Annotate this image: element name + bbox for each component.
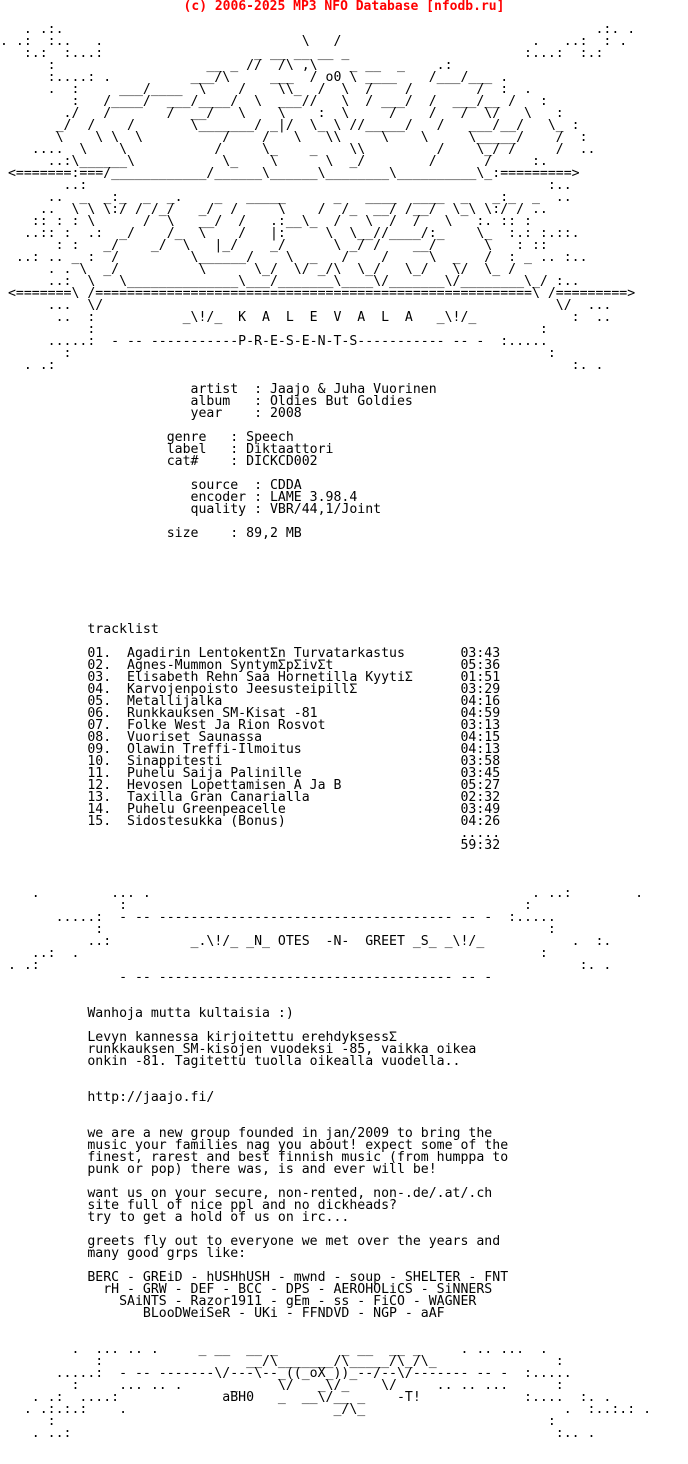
site-header-banner: (c) 2006-2025 MP3 NFO Database [nfodb.ru] xyxy=(183,0,505,14)
nfo-ascii-document: . .:. .:. . . .: :.. . \ / . ..: : . :.: :...: _ __ __ __ _ :...: :.: : __ _ // /\ ,\ _ __ _ .: :....: . ___/\ ___ / o0 \ ____ /___/___ . . : ___/____ \ / \\_ / \ / / / : . : /____/ ___/____/ \ ___// \ / ___/ / ___/__ / : ./ / / __/ \ \ : \ / / / \/ \ : _/ / / \_______/ _|/ \_ \ //_____/ / ___/__/ \_ : \ \ \ \ / / \ \\ \ \ \_____/ / : .... \ \ / \_ _ \\ / \_/ / / .. ..:\______\ \_ \ \ _/ / / :. <=======:===/____________/______\______\________\__________\_:=========> ..: :.. .. _ _:_ _ _. _ _____ _ ____ ____ _ _:_ _ .. .. \ \ \:/ / /_/ _/ / \ / /_ __/ /__/ \_\ \:/ / .. :: : : \ / \ __/ / .:__\_ / \ / / \ :. :: : ..:: : .: _/ /_ \ / |: \ \__//____/:_ \_ :.: :.::. : : _/ _/ \ |_/ _/ \ _/ / __/ \ : :: ..: .. _ : / \______/ \ _ / / \ _ / : _ .. :.. . . \ _/ \ \_/ \/ _/\ \_/ \_/ \/ \_ / ..: \ \______________\___/_______\____\/_______\/________\_/ :.. <=======\ /=======================================================\ /=========> ... \/ \/ ... .. : _\!/_ K A L E V A L A _\!/_ : .. : : .....: - -- -----------P-R-E-S-E-N-T-S----------- -- - :..... : : . .: :. . artist : Jaajo & Juha Vuorinen album : Oldies But Goldies year : 2008 genre : Speech label : Diktaattori cat# : DICKCD002 source : CDDA encoder : LAME 3.98.4 quality : VBR/44,1/Joint size : 89,2 MB tracklist 01. Agadirin LentokentΣn Turvatarkastus 03:43 02. Agnes-Mummon SyntymΣpΣivΣt 05:36 03. Elisabeth Rehn Saa Hornetilla KyytiΣ 01:51 04. Karvojenpoisto JeesusteipillΣ 03:29 05. Metallijalka 04:16 06. Runkkauksen SM-Kisat -81 04:59 07. Folke West Ja Rion Rosvot 03:13 08. Vuoriset Saunassa 04:15 09. Olawin Treffi-Ilmoitus 04:13 10. Sinappitesti 03:58 11. Puhelu Saija Palinille 03:45 12. Hevosen Lopettamisen A Ja B 05:27 13. Taxilla Gran Canarialla 02:32 14. Puhelu Greenpeacelle 03:49 15. Sidostesukka (Bonus) 04:26 ..... 59:32 . ... . . ..: . : : .....: - -- ------------------------------------- -- - :..... : : ..: _.\!/_ _N_ OTES -N- GREET _S_ _\!/_ . :. ..: . : . .: :. . - -- ------------------------------------- -- - Wanhoja mutta kultaisia :) Levyn kannessa kirjoitettu erehdyksessΣ runkkauksen SM-kisojen vuodeksi -85, vaikka oikea onkin -81. Tagitettu tuolla oikealla vuodella.. http://jaajo.fi/ we are a new group founded in jan/2009 to bring the music your families nag you about! expect some of the finest, rarest and best finnish music (from humppa to punk or pop) there was, is and ever will be! want us on your secure, non-rented, non-.de/.at/.ch site full of nice ppl and no dickheads? try to get a hold of us on irc... greets fly out to everyone we met over the years and many good grps like: BERC - GREiD - hUSHhUSH - mwnd - soup - SHELTER - FNT rH - GRW - DEF - BCC - DPS - AEROHOLiCS - SiNNERS SAiNTS - Razor1911 - gEm - ss - FiCO - WAGNER BLooDWeiSeR - UKi - FFNDVD - NGP - aAF . ... .. . _ __ __ _ _ __ __ _ . .. ... . : __/\_______/\_____/\_/\_ : .....: - -- -------\/---\--_((_oX_))_--/--\/------- -- - :..... : ... .. . _ \/ _\/_ \/ .. .. ... : . .: ....: aBH0 _ __\/__ _ -T! :.... :. . . .:.:.: . _/\_ . :..:.: . : : . ..: :.. . xyxy=(0,22,652,1441)
